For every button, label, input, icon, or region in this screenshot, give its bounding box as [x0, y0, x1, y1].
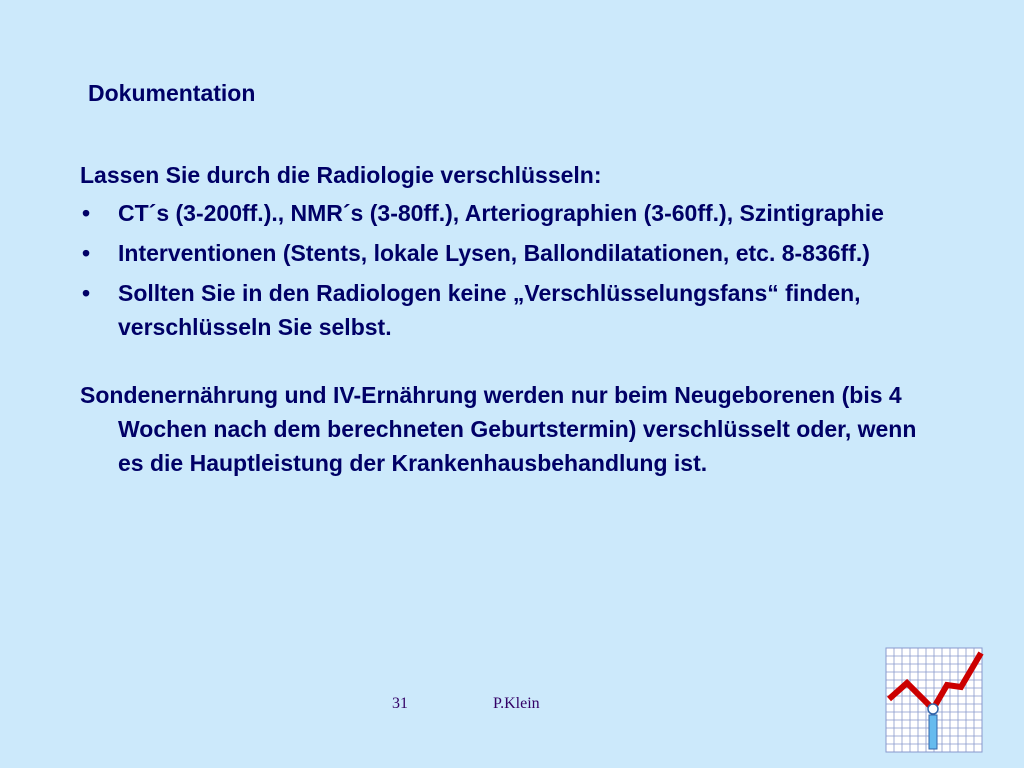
bullet-text: CT´s (3-200ff.)., NMR´s (3-80ff.), Arteriographien (3-60ff.), Szintigraphie: [118, 200, 884, 226]
bullet-item: [80, 236, 920, 270]
bullet-list: [80, 196, 920, 344]
bullet-marker: •: [82, 280, 91, 306]
slide-content: [80, 158, 920, 480]
bullet-item: [80, 276, 920, 344]
bullet-marker: •: [82, 200, 91, 226]
chart-person-logo-icon: [885, 647, 985, 753]
bullet-text: Sollten Sie in den Radiologen keine „Verschlüsselungsfans“ finden, verschlüsseln Sie selbst.: [118, 280, 861, 340]
footer-author: P.Klein: [493, 695, 540, 712]
slide-title: Dokumentation: [88, 80, 256, 106]
bullet-item: [80, 196, 920, 230]
nutrition-paragraph: Sondenernährung und IV-Ernährung werden nur beim Neugeborenen (bis 4 Wochen nach dem berechneten Geburtstermin) verschlüsselt oder, wenn es die Hauptleistung der Krankenhausbehandlung ist.: [80, 382, 917, 476]
bullet-text: Interventionen (Stents, lokale Lysen, Ballondilatationen, etc. 8-836ff.): [118, 240, 870, 266]
intro-text: Lassen Sie durch die Radiologie verschlüsseln:: [80, 162, 602, 188]
page-number: 31: [392, 695, 408, 712]
bullet-marker: •: [82, 240, 91, 266]
